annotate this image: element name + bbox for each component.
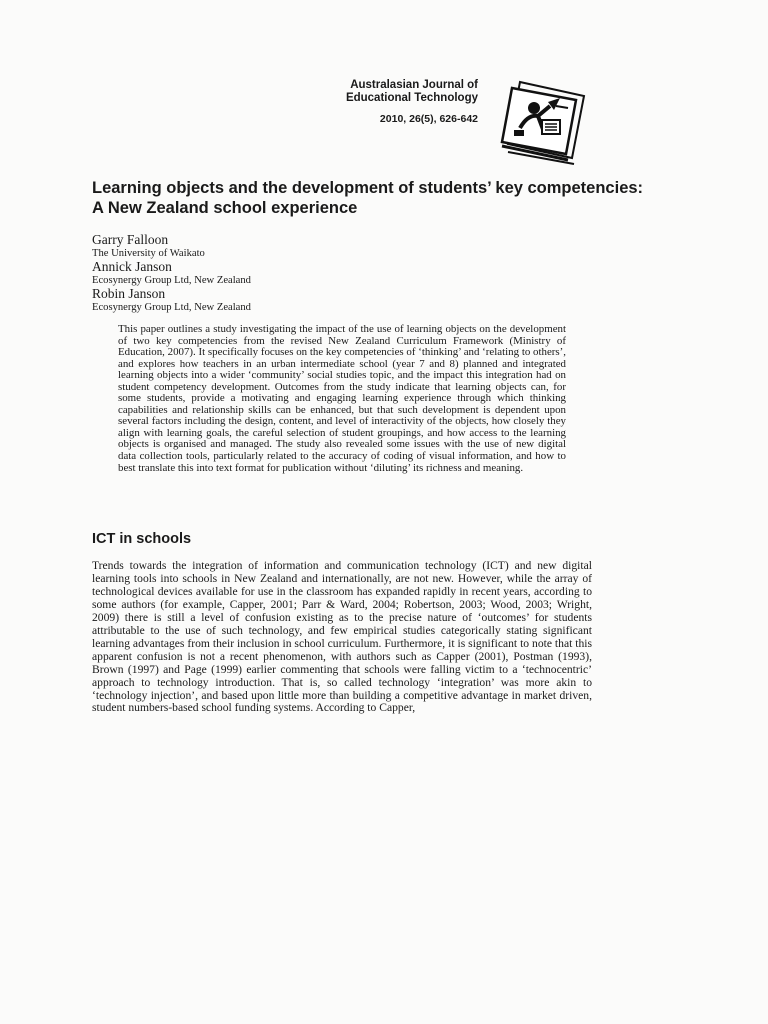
journal-logo-icon (498, 76, 594, 166)
journal-name-line1: Australasian Journal of (350, 79, 478, 91)
abstract-paragraph: This paper outlines a study investigating the impact of the use of learning objects on the development of two key competencies from the revised New Zealand Curriculum Framework (Ministry of Education, 2007). It specifically focuses on the key competencies of ‘thinking’ and ‘relating to others’, and explores how teachers in an urban intermediate school (year 7 and 8) planned and integrated learning objects into a wider ‘community’ social studies topic, and the impact this integration had on student competency development. Outcomes from the study indicate that learning objects can, for some students, provide a motivating and engaging learning experience through which thinking capabilities and relationship skills can be enhanced, but that such development is dependent upon several factors including the design, content, and level of interactivity of the objects, how closely they align with learning goals, the careful selection of student groupings, and how access to the learning objects is organised and managed. The study also revealed some issues with the use of new digital data collection tools, particularly related to the accuracy of coding of visual information, and how to best translate this into text format for publication without ‘diluting’ its richness and meaning. (118, 323, 566, 474)
author-affiliation: The University of Waikato (92, 248, 205, 259)
author-name: Garry Falloon (92, 232, 169, 247)
author-name: Annick Janson (92, 259, 172, 274)
author-list (92, 233, 492, 314)
journal-name-line2: Educational Technology (345, 92, 478, 104)
article-title: Learning objects and the development of students’ key competencies: A New Zealand school experience (92, 179, 644, 217)
body-paragraph: Trends towards the integration of information and communication technology (ICT) and new digital learning tools into schools in New Zealand and internationally, are not new. However, while the array of technological devices available for use in the classroom has expanded rapidly in recent years, according to some authors (for example, Capper, 2001; Parr & Ward, 2004; Robertson, 2003; Wood, 2003; Wright, 2009) there is still a level of confusion existing as to the precise nature of ‘outcomes’ for students attributable to the use of such technology, and few empirical studies categorically stating significant learning advantages from their inclusion in school curriculum. Furthermore, it is significant to note that this apparent confusion is not a recent phenomenon, with authors such as Capper (2001), Postman (1993), Brown (1997) and Page (1999) earlier commenting that schools were falling victim to a ‘technocentric’ approach to technology introduction. That is, so called technology ‘integration’ was more akin to ‘technology injection’, and based upon little more than building a competitive advantage in market driven, student numbers-based school funding systems. According to Capper, (92, 559, 592, 715)
journal-citation: 2010, 26(5), 626-642 (379, 113, 478, 125)
author-affiliation: Ecosynergy Group Ltd, New Zealand (92, 302, 251, 313)
journal-header (318, 79, 478, 126)
section-heading: ICT in schools (92, 531, 192, 547)
author-name: Robin Janson (92, 286, 166, 301)
author-affiliation: Ecosynergy Group Ltd, New Zealand (92, 275, 251, 286)
